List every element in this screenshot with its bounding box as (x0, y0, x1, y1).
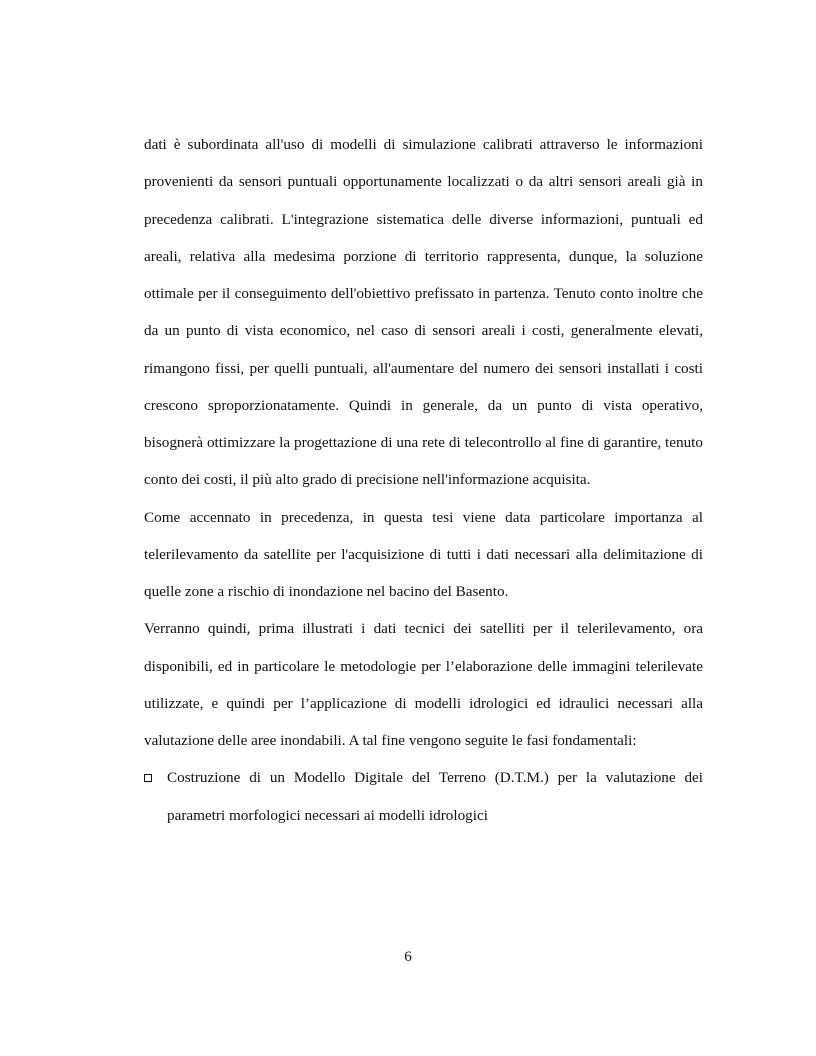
bullet-item-dtm (144, 759, 703, 834)
square-bullet-icon (144, 774, 152, 782)
body-text (144, 126, 703, 834)
bullet-text: Costruzione di un Modello Digitale del Terreno (D.T.M.) per la valutazione dei parametri morfologici necessari ai modelli idrologici (167, 769, 703, 824)
paragraph-3: Verranno quindi, prima illustrati i dati tecnici dei satelliti per il telerilevamento, ora disponibili, ed in particolare le metodologie per l’elaborazione delle immagini telerilevate utilizzate, e quindi per l’applicazione di modelli idrologici ed idraulici necessari alla valutazione delle aree inondabili. A tal fine vengono seguite le fasi fondamentali: (144, 620, 703, 749)
paragraph-1: dati è subordinata all'uso di modelli di simulazione calibrati attraverso le informazioni provenienti da sensori puntuali opportunamente localizzati o da altri sensori areali già in precedenza calibrati. L'integrazione sistematica delle diverse informazioni, puntuali ed areali, relativa alla medesima porzione di territorio rappresenta, dunque, la soluzione ottimale per il conseguimento dell'obiettivo prefissato in partenza. Tenuto conto inoltre che da un punto di vista economico, nel caso di sensori areali i costi, generalmente elevati, rimangono fissi, per quelli puntuali, all'aumentare del numero dei sensori installati i costi crescono sproporzionatamente. Quindi in generale, da un punto di vista operativo, bisognerà ottimizzare la progettazione di una rete di telecontrollo al fine di garantire, tenuto conto dei costi, il più alto grado di precisione nell'informazione acquisita. (144, 136, 703, 489)
paragraph-2: Come accennato in precedenza, in questa tesi viene data particolare importanza al telerilevamento da satellite per l'acquisizione di tutti i dati necessari alla delimitazione di quelle zone a rischio di inondazione nel bacino del Basento. (144, 508, 703, 600)
page-number: 6 (404, 948, 412, 965)
